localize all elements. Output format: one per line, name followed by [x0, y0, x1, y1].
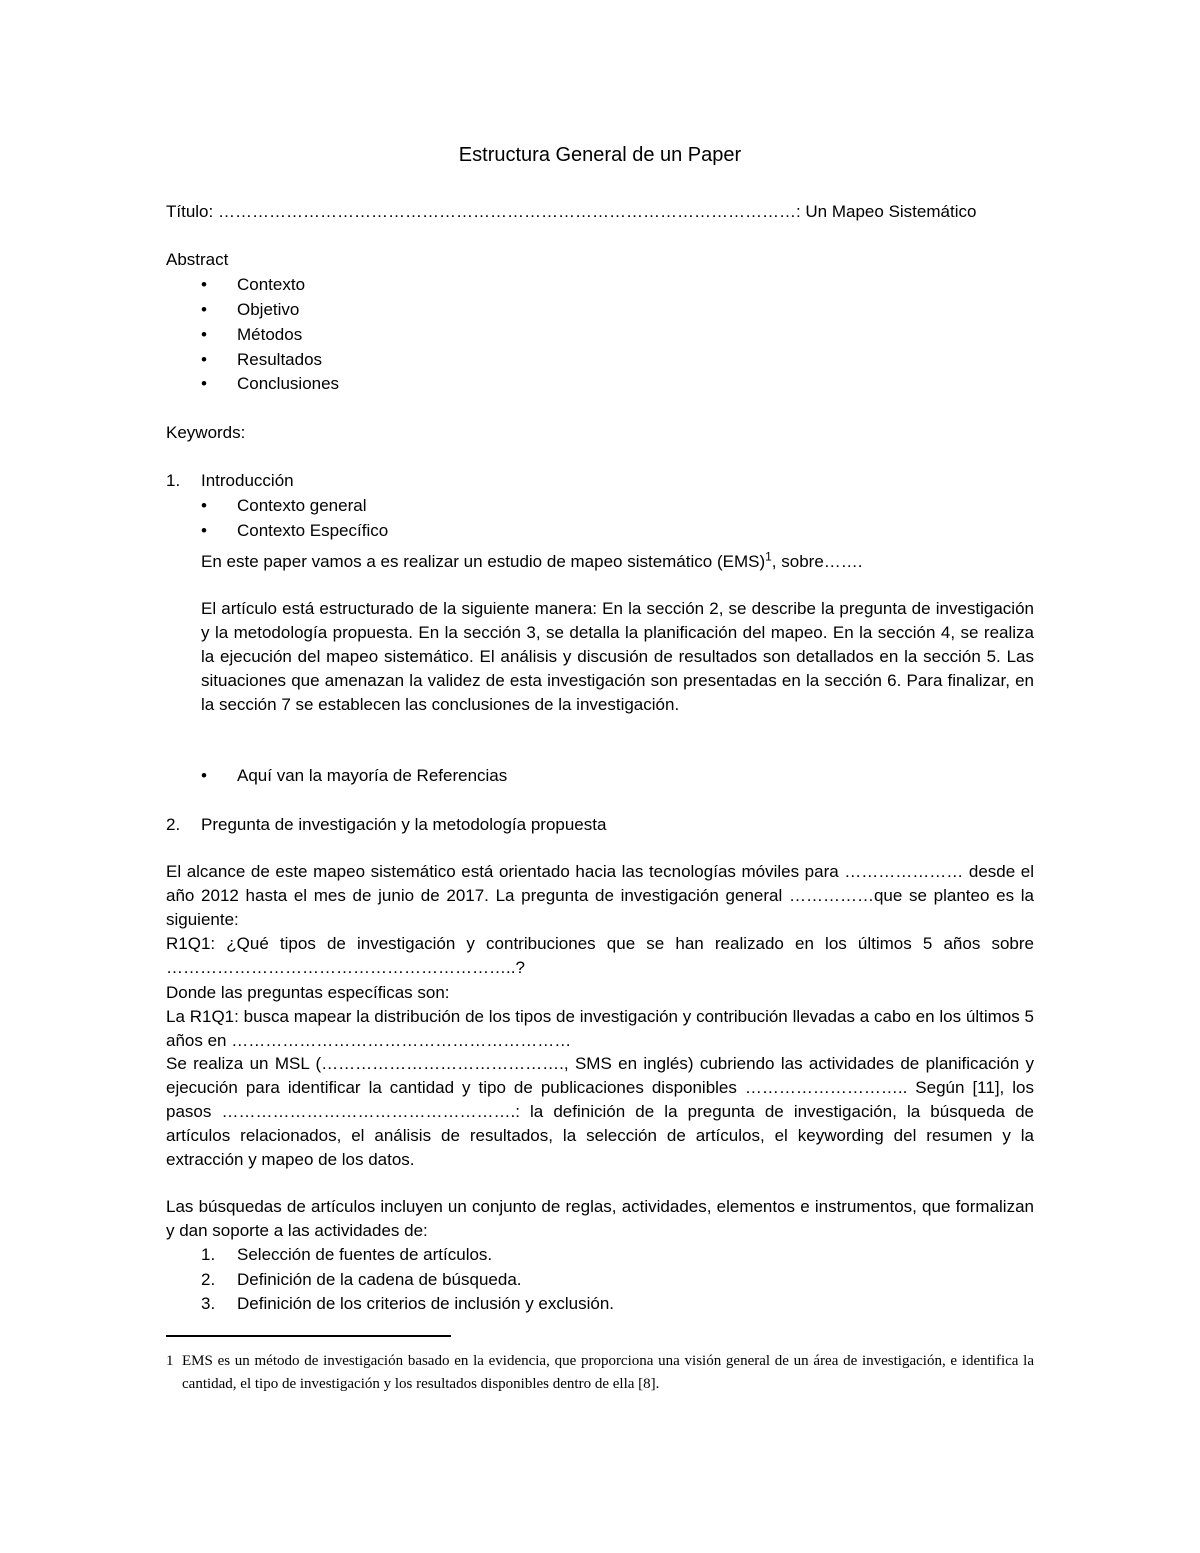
- r1q1-paragraph: La R1Q1: busca mapear la distribución de los tipos de investigación y contribución llevadas a cabo en los últimos 5 años en ……………………………………………………: [166, 1007, 1034, 1050]
- ems-sentence: En este paper vamos a es realizar un estudio de mapeo sistemático (EMS)$^1$, sobre…….: [201, 549, 863, 571]
- keywords-heading: Keywords:: [166, 423, 246, 442]
- numbered-item-number: 3.: [201, 1294, 216, 1313]
- section2-title: Pregunta de investigación y la metodología propuesta: [201, 815, 607, 834]
- search-paragraph: Las búsquedas de artículos incluyen un conjunto de reglas, actividades, elementos e instrumentos, que formalizan y dan soporte a las actividades de:: [166, 1197, 1034, 1240]
- msl-paragraph: Se realiza un MSL (……………………………………., SMS en inglés) cubriendo las actividades de planificación y ejecución para identificar la cantidad y tipo de publicaciones disponibles ……………………….. Según [11], los pasos …………………………………………….: la definición de la pregunta de investigación, la búsqueda de artículos relacionados, el análisis de resultados, la selección de artículos, el keywording del resumen y la extracción y mapeo de los datos.: [166, 1054, 1034, 1169]
- scope-paragraph: El alcance de este mapeo sistemático está orientado hacia las tecnologías móviles para ………………… desde el año 2012 hasta el mes de junio de 2017. La pregunta de investigación general ……………que se planteo es la siguiente:: [166, 862, 1034, 929]
- section1-title: Introducción: [201, 471, 294, 490]
- structure-paragraph: El artículo está estructurado de la siguiente manera: En la sección 2, se describe la pregunta de investigación y la metodología propuesta. En la sección 3, se detalla la planificación del mapeo. En la sección 4, se realiza la ejecución del mapeo sistemático. El análisis y discusión de resultados son detallados en la sección 5. Las situaciones que amenazan la validez de esta investigación son presentadas en la sección 6. Para finalizar, en la sección 7 se establecen las conclusiones de la investigación.: [201, 599, 1034, 714]
- numbered-item-text: Definición de los criterios de inclusión y exclusión.: [237, 1294, 615, 1313]
- document-page: Estructura General de un Paper Título: …………………………………………………………………………………………: Un Mapeo Sistemático Abstract Contexto Objetivo Métodos Resultados Conclusiones Keywords: 1. Introducción Contexto general Contexto Específico En este paper vamos a es realizar un estudio de mapeo sistemático (EMS)$^1$, sobre……. El artículo está estructurado de la siguiente manera: En la sección 2, se describe la pregunta de investigación y la metodología propuesta. En la sección 3, se detalla la planificación del mapeo. En la sección 4, se realiza la ejecución del mapeo sistemático. El análisis y discusión de resultados son detallados en la sección 5. Las situaciones que amenazan la validez de esta investigación son presentadas en la sección 6. Para finalizar, en la sección 7 se establecen las conclusiones de la investigación. Aquí van la mayoría de Referencias 2. Pregunta de investigación y la metodología propuesta El alcance de este mapeo sistemático está orientado hacia las tecnologías móviles para ………………… desde el año 2012 hasta el mes de junio de 2017. La pregunta de investigación general ……………que se planteo es la siguiente: R1Q1: ¿Qué tipos de investigación y contribuciones que se han realizado en los últimos 5 años sobre ……………………………………………………..? Donde las preguntas específicas son: La R1Q1: busca mapear la distribución de los tipos de investigación y contribución llevadas a cabo en los últimos 5 años en …………………………………………………… Se realiza un MSL (……………………………………., SMS en inglés) cubriendo las actividades de planificación y ejecución para identificar la cantidad y tipo de publicaciones disponibles ……………………….. Según [11], los pasos …………………………………………….: la definición de la pregunta de investigación, la búsqueda de artículos relacionados, el análisis de resultados, la selección de artículos, el keywording del resumen y la extracción y mapeo de los datos. Las búsquedas de artículos incluyen un conjunto de reglas, actividades, elementos e instrumentos, que formalizan y dan soporte a las actividades de: 1. Selección de fuentes de artículos. 2. Definición de la cadena de búsqueda. 3. Definición de los criterios de inclusión y exclusión. 1 EMS es un método de investigación basado en la evidencia, que proporciona una visión general de un área de investigación, e identifica la cantidad, el tipo de investigación y los resultados disponibles dentro de ella [8].: [0, 0, 1200, 1553]
- footnote-text: EMS es un método de investigación basado en la evidencia, que proporciona una visión general de un área de investigación, e identifica la cantidad, el tipo de investigación y los resultados disponibles dentro de ella [8].: [182, 1353, 1034, 1392]
- document-title: Estructura General de un Paper: [458, 144, 742, 166]
- footnote-ref[interactable]: 1: [765, 549, 772, 564]
- numbered-item-text: Selección de fuentes de artículos.: [237, 1245, 493, 1264]
- specific-questions-label: Donde las preguntas específicas son:: [166, 983, 450, 1002]
- footnote-mark: 1: [166, 1353, 174, 1369]
- section2-number: 2.: [166, 815, 181, 834]
- titulo-line: Título: …………………………………………………………………………………………: Un Mapeo Sistemático: [166, 202, 977, 221]
- research-question: R1Q1: ¿Qué tipos de investigación y contribuciones que se han realizado en los últimos 5 años sobre ……………………………………………………..?: [166, 934, 1034, 977]
- numbered-item-number: 2.: [201, 1270, 216, 1289]
- section1-number: 1.: [166, 471, 181, 490]
- numbered-item-number: 1.: [201, 1245, 216, 1264]
- abstract-heading: Abstract: [166, 250, 229, 269]
- footnote-separator: [166, 1335, 451, 1337]
- numbered-item-text: Definición de la cadena de búsqueda.: [237, 1270, 522, 1289]
